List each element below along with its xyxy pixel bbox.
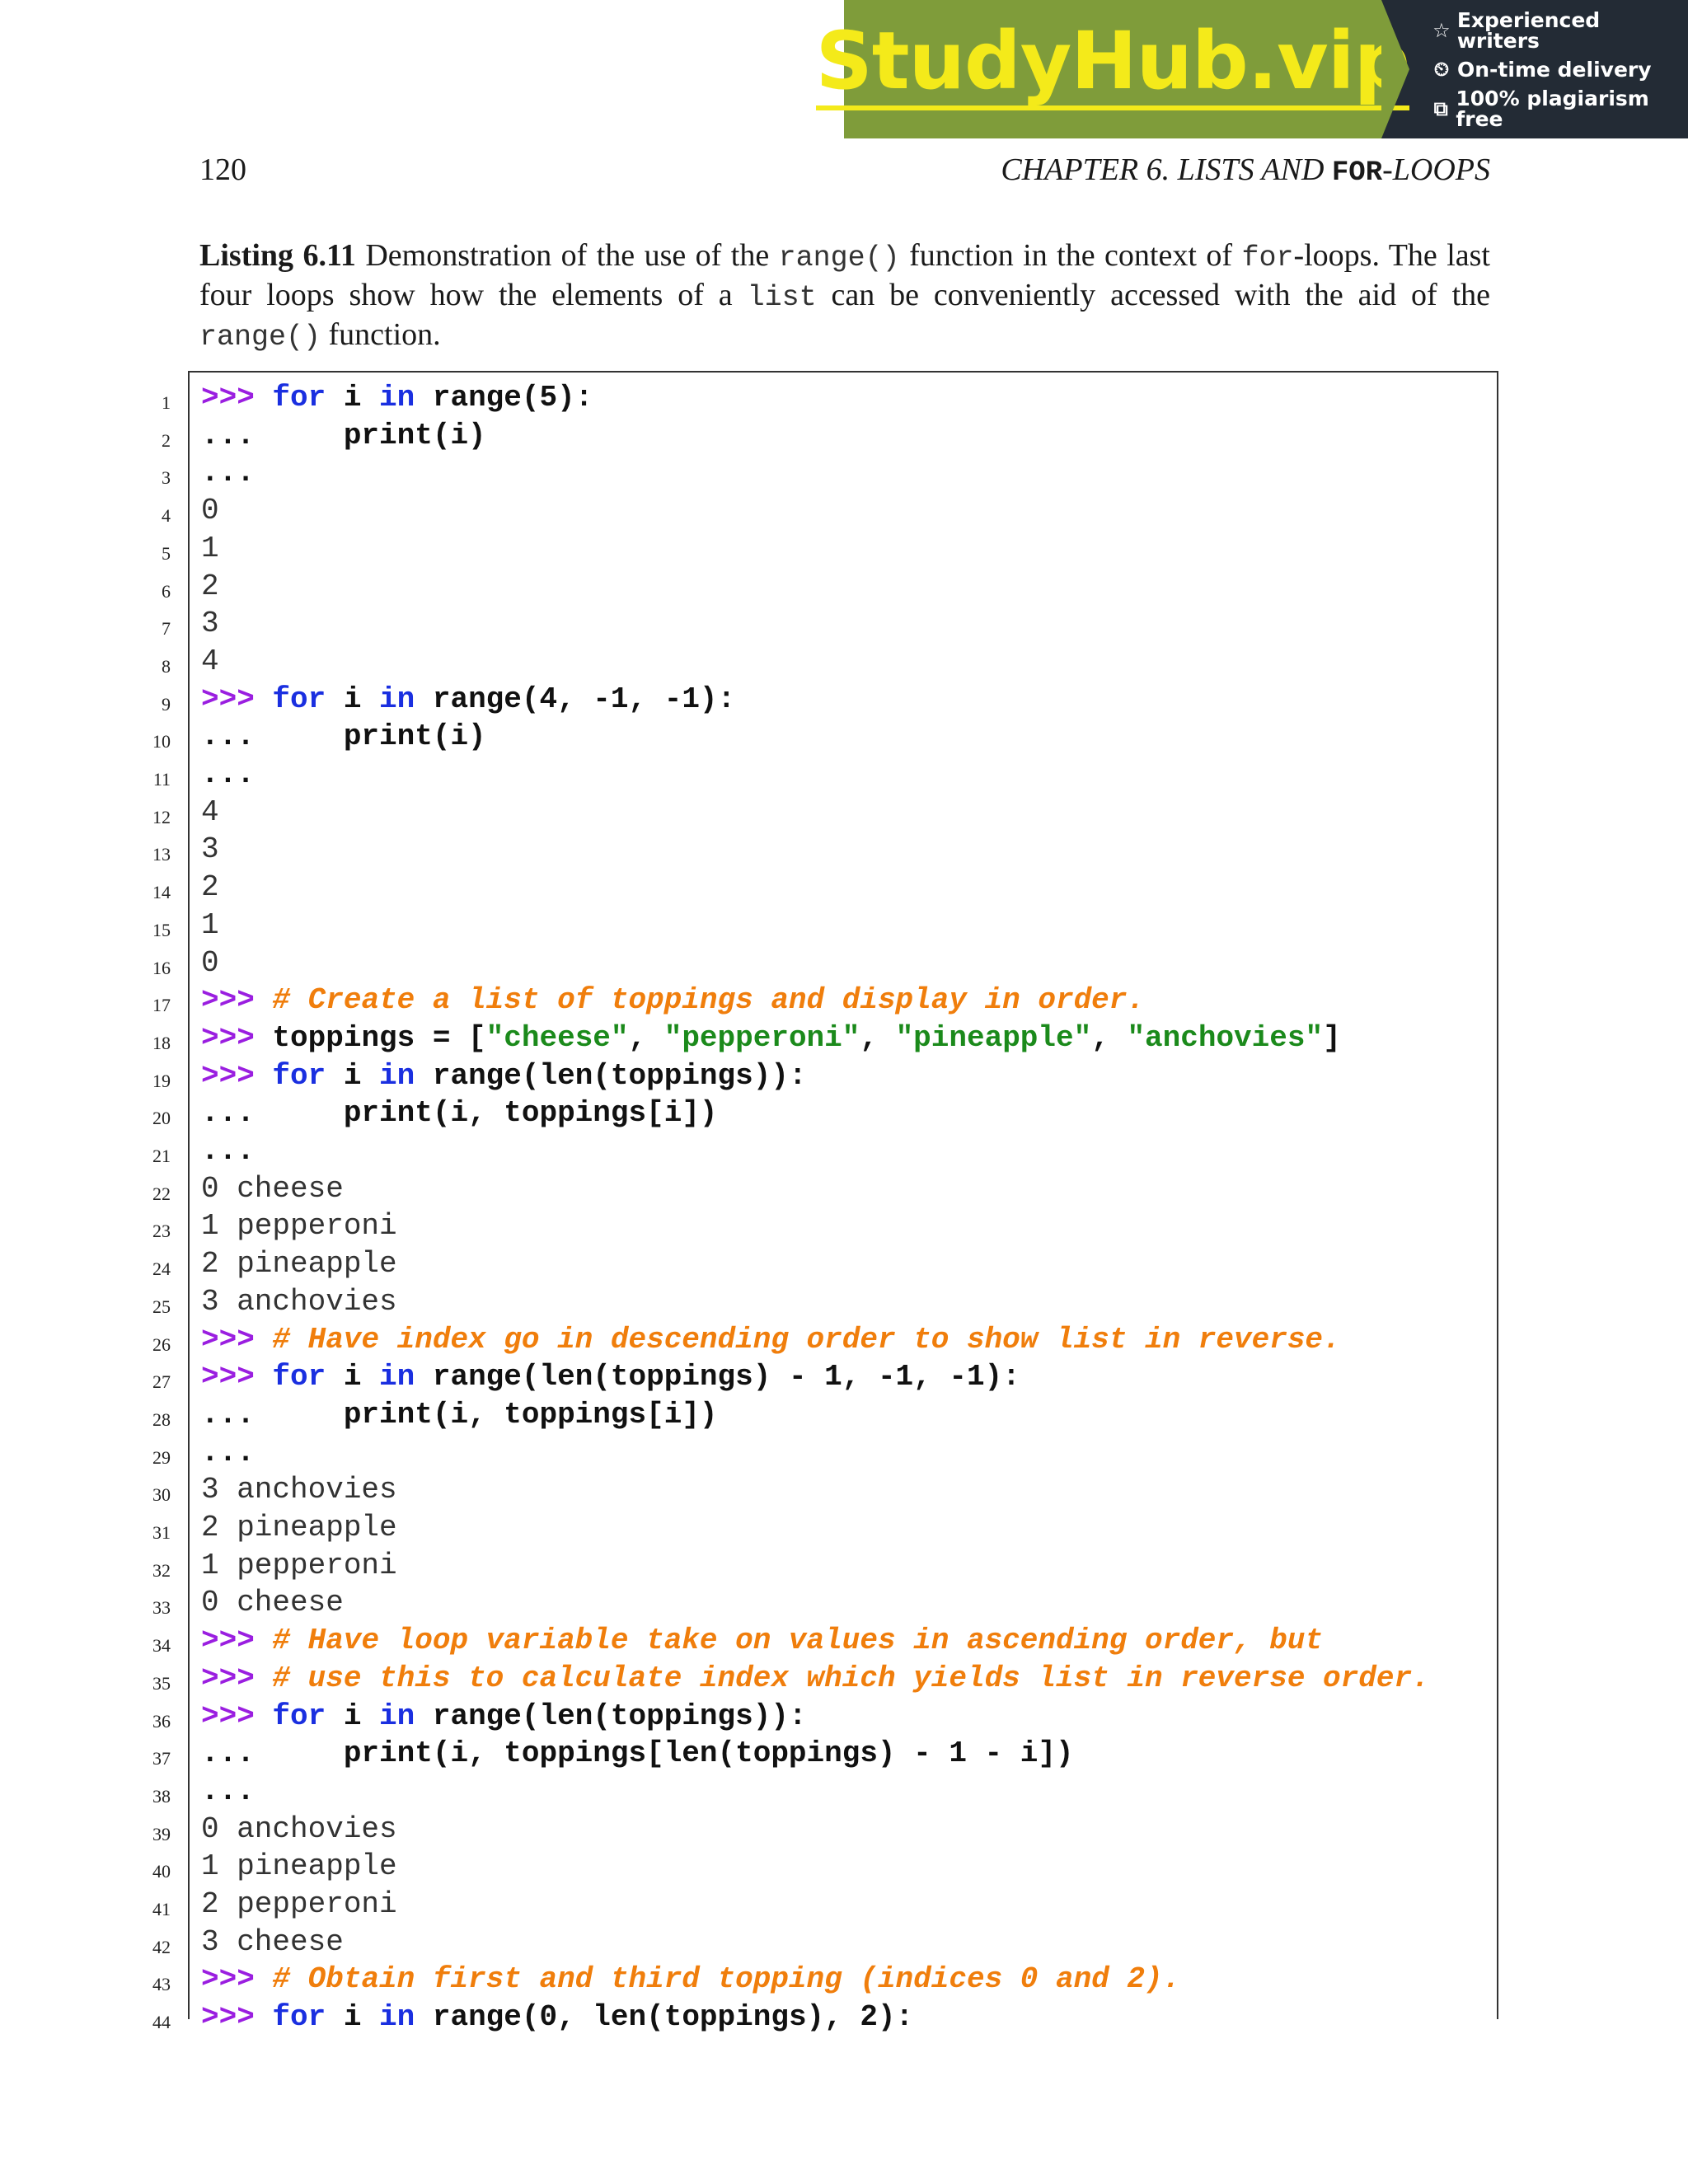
token-out: 1 pepperoni — [201, 1548, 397, 1582]
chapter-prefix: CHAPTER 6. LISTS AND — [1001, 152, 1332, 187]
code-content — [201, 1887, 397, 1921]
line-number: 30 — [152, 1484, 171, 1506]
token-code: ... print(i) — [201, 719, 486, 754]
code-line — [152, 1547, 1497, 1584]
token-out: 3 cheese — [201, 1924, 344, 1959]
inline-code: list — [747, 281, 817, 314]
token-code: range(len(toppings)): — [415, 1058, 807, 1093]
token-code: , — [628, 1020, 664, 1055]
code-content — [201, 1285, 397, 1319]
code-line — [152, 1886, 1497, 1923]
code-content — [201, 1473, 397, 1507]
line-number: 41 — [152, 1899, 171, 1919]
banner-arrow-shape — [1381, 0, 1409, 138]
line-number: 3 — [162, 467, 171, 489]
token-code: ... print(i, toppings[i]) — [201, 1096, 718, 1131]
token-code: ... — [201, 1134, 255, 1168]
code-content — [201, 607, 219, 640]
code-content — [201, 1323, 1341, 1357]
line-number: 38 — [152, 1785, 171, 1807]
code-line — [152, 1283, 1497, 1320]
line-number: 15 — [152, 919, 171, 940]
line-number: 19 — [152, 1070, 171, 1091]
code-content — [201, 795, 219, 829]
code-content — [201, 1661, 1430, 1695]
token-out: 4 — [201, 794, 219, 829]
token-out: 1 — [201, 907, 219, 942]
code-line — [152, 718, 1497, 755]
code-content — [201, 1247, 397, 1281]
token-out: 4 — [201, 644, 219, 678]
caption-text: function. — [321, 317, 441, 352]
token-str: "pepperoni" — [663, 1020, 860, 1055]
token-code: toppings = [ — [272, 1020, 486, 1055]
token-out: 1 pineapple — [201, 1849, 397, 1884]
code-content — [201, 1586, 344, 1619]
code-line — [152, 1207, 1497, 1244]
code-content — [201, 983, 1145, 1017]
line-number: 34 — [152, 1635, 171, 1657]
line-number: 37 — [152, 1748, 171, 1769]
code-content — [201, 908, 219, 942]
token-prompt: >>> — [201, 1322, 273, 1357]
token-prompt: >>> — [201, 1962, 273, 1997]
token-kw: in — [379, 2000, 415, 2035]
code-content — [201, 456, 255, 490]
listing-label: Listing 6.11 — [199, 238, 356, 273]
code-line — [152, 1622, 1497, 1659]
code-line — [152, 1999, 1497, 2036]
token-str: "anchovies" — [1127, 1020, 1324, 1055]
code-line — [152, 1057, 1497, 1094]
token-comment: # Have index go in descending order to show list in reverse. — [272, 1322, 1341, 1357]
token-code: i — [326, 682, 380, 716]
listing-caption — [199, 237, 1490, 356]
caption-text: -loops. The last four loops show how the elements of a — [199, 238, 1490, 312]
code-line — [152, 1471, 1497, 1508]
code-line — [162, 379, 1497, 416]
page-number: 120 — [199, 152, 246, 187]
code-content — [201, 1962, 1180, 1996]
line-number: 25 — [152, 1296, 171, 1317]
code-line — [152, 1358, 1497, 1395]
line-number: 20 — [152, 1108, 171, 1129]
token-out: 1 — [201, 531, 219, 565]
caption-text: can be conveniently accessed with the aid of the — [816, 278, 1490, 312]
line-number: 11 — [152, 769, 171, 790]
code-line — [152, 831, 1497, 868]
code-content — [201, 1209, 397, 1243]
line-number: 14 — [152, 882, 171, 903]
line-number: 16 — [152, 957, 171, 978]
code-line — [152, 1019, 1497, 1057]
feature-item — [1431, 7, 1688, 53]
token-kw: for — [272, 682, 326, 716]
line-number: 27 — [152, 1371, 171, 1393]
line-number: 36 — [152, 1710, 171, 1732]
token-prompt: >>> — [201, 1058, 273, 1093]
code-content — [201, 1134, 255, 1168]
token-prompt: >>> — [201, 983, 273, 1018]
token-code: i — [326, 1058, 380, 1093]
code-line — [162, 454, 1497, 491]
chapter-suffix: -LOOPS — [1382, 152, 1490, 187]
feature-text: On-time delivery — [1457, 57, 1652, 82]
code-content — [201, 1398, 718, 1432]
code-line — [152, 1735, 1497, 1772]
code-line — [152, 1321, 1497, 1358]
line-number: 43 — [152, 1974, 171, 1995]
line-number: 33 — [152, 1597, 171, 1619]
code-content — [201, 1172, 344, 1206]
token-kw: for — [272, 1360, 326, 1394]
token-out: 0 cheese — [201, 1586, 344, 1620]
code-line — [152, 1773, 1497, 1810]
running-head — [1001, 152, 1490, 189]
code-line — [152, 1245, 1497, 1282]
code-line — [152, 907, 1497, 944]
code-content — [201, 719, 486, 753]
code-content — [201, 2000, 913, 2034]
caption-text: Demonstration of the use of the — [365, 238, 779, 273]
code-line — [152, 794, 1497, 831]
code-content — [201, 1624, 1323, 1657]
line-number: 10 — [152, 731, 171, 752]
code-line — [162, 492, 1497, 529]
token-kw: in — [379, 1058, 415, 1093]
code-line — [162, 643, 1497, 680]
code-line — [152, 982, 1497, 1019]
code-line — [152, 1509, 1497, 1546]
line-number: 31 — [152, 1522, 171, 1543]
line-number: 35 — [152, 1672, 171, 1694]
token-out: 3 anchovies — [201, 1284, 397, 1319]
line-number: 9 — [162, 693, 171, 715]
token-code: ... print(i) — [201, 418, 486, 452]
token-comment: # Have loop variable take on values in ascending order, but — [272, 1624, 1324, 1658]
line-number: 29 — [152, 1446, 171, 1468]
line-number: 2 — [162, 429, 171, 451]
token-out: 2 — [201, 870, 219, 905]
token-prompt: >>> — [201, 1699, 273, 1733]
token-out: 3 — [201, 832, 219, 867]
code-content — [201, 682, 735, 716]
line-number: 40 — [152, 1861, 171, 1882]
token-code: , — [860, 1020, 896, 1055]
line-number: 32 — [152, 1559, 171, 1581]
code-line — [152, 1698, 1497, 1735]
line-number: 1 — [162, 392, 171, 413]
token-prompt: >>> — [201, 682, 273, 716]
token-code: range(len(toppings) - 1, -1, -1): — [415, 1360, 1020, 1394]
code-content — [201, 1699, 807, 1733]
token-kw: in — [379, 682, 415, 716]
inline-code: range() — [199, 321, 321, 354]
token-out: 3 — [201, 607, 219, 641]
code-line — [152, 756, 1497, 793]
line-number: 39 — [152, 1823, 171, 1844]
code-content — [201, 832, 219, 866]
token-prompt: >>> — [201, 381, 273, 415]
code-content — [201, 1360, 1020, 1394]
token-comment: # Create a list of toppings and display in order. — [272, 983, 1145, 1018]
feature-list — [1381, 0, 1688, 138]
line-number: 17 — [152, 995, 171, 1016]
token-comment: # use this to calculate index which yields list in reverse order. — [272, 1661, 1430, 1695]
token-prompt: >>> — [201, 1661, 273, 1695]
token-prompt: >>> — [201, 1360, 273, 1394]
token-code: ... print(i, toppings[len(toppings) - 1 - i]) — [201, 1736, 1074, 1771]
token-out: 2 pepperoni — [201, 1887, 397, 1921]
feature-text: Experienced writers — [1456, 7, 1601, 53]
code-line — [162, 681, 1497, 718]
token-code: ... — [201, 1774, 255, 1808]
code-content — [201, 1021, 1341, 1055]
code-content — [201, 757, 255, 791]
line-number: 26 — [152, 1333, 171, 1355]
token-code: range(5): — [415, 381, 593, 415]
line-number: 18 — [152, 1032, 171, 1053]
token-code: ... print(i, toppings[i]) — [201, 1397, 718, 1432]
token-out: 2 pineapple — [201, 1511, 397, 1544]
token-comment: # Obtain first and third topping (indices 0 and 2). — [272, 1962, 1181, 1997]
chapter-keyword: FOR — [1331, 157, 1383, 189]
token-out: 3 anchovies — [201, 1473, 397, 1507]
code-line — [152, 944, 1497, 982]
code-line — [152, 1434, 1497, 1471]
token-str: "cheese" — [485, 1020, 629, 1055]
caption-text: function in the context of — [899, 238, 1242, 273]
token-code: range(0, len(toppings), 2): — [415, 2000, 914, 2035]
line-number: 44 — [152, 2012, 171, 2033]
code-content — [201, 1812, 397, 1846]
line-number: 5 — [162, 542, 171, 564]
line-number: 12 — [152, 806, 171, 827]
line-number: 24 — [152, 1258, 171, 1280]
line-number: 28 — [152, 1408, 171, 1430]
code-content — [201, 569, 219, 603]
token-out: 0 cheese — [201, 1171, 344, 1206]
token-str: "pineapple" — [895, 1020, 1092, 1055]
line-number: 8 — [162, 655, 171, 677]
code-content — [201, 381, 593, 415]
token-kw: in — [379, 381, 415, 415]
code-content — [201, 946, 219, 980]
line-number: 6 — [162, 580, 171, 602]
token-out: 1 pepperoni — [201, 1209, 397, 1244]
code-line — [152, 1660, 1497, 1697]
line-number: 22 — [152, 1183, 171, 1204]
code-content — [201, 419, 486, 452]
token-code: , — [1091, 1020, 1128, 1055]
token-out: 2 pineapple — [201, 1247, 397, 1282]
feature-item — [1431, 88, 1688, 129]
code-listing — [152, 371, 1498, 2035]
token-code: ] — [1323, 1020, 1341, 1055]
token-kw: for — [272, 381, 326, 415]
code-content — [201, 1849, 397, 1883]
code-content — [201, 1925, 344, 1959]
feature-item — [1431, 59, 1688, 80]
code-content — [201, 644, 219, 678]
token-code: range(len(toppings)): — [415, 1699, 807, 1733]
line-number: 23 — [152, 1221, 171, 1242]
code-line — [152, 1396, 1497, 1433]
code-line — [152, 869, 1497, 906]
star-icon: ☆ — [1432, 18, 1451, 42]
token-code: ... — [201, 456, 255, 490]
ad-banner[interactable] — [815, 0, 1688, 138]
token-out: 0 anchovies — [201, 1811, 397, 1846]
code-line — [162, 530, 1497, 567]
code-line — [162, 417, 1497, 454]
token-out: 0 — [201, 494, 219, 528]
brand-panel[interactable] — [815, 0, 1410, 138]
token-kw: in — [379, 1699, 415, 1733]
clock-icon: ⏲ — [1433, 58, 1450, 81]
code-line — [152, 1584, 1497, 1621]
code-line — [152, 1132, 1497, 1169]
code-line — [162, 568, 1497, 605]
code-content — [201, 1736, 1074, 1770]
code-content — [201, 1436, 255, 1469]
token-prompt: >>> — [201, 1020, 273, 1055]
token-out: 2 — [201, 569, 219, 603]
token-kw: for — [272, 1699, 326, 1733]
line-number: 42 — [152, 1936, 171, 1957]
token-out: 0 — [201, 945, 219, 980]
token-kw: for — [272, 1058, 326, 1093]
token-code: i — [326, 1699, 380, 1733]
token-code: ... — [201, 1435, 255, 1469]
brand-logo[interactable]: StudyHub.vip — [816, 21, 1410, 110]
code-line — [152, 1811, 1497, 1848]
code-content — [201, 1774, 255, 1808]
token-prompt: >>> — [201, 2000, 273, 2035]
code-line — [152, 1094, 1497, 1132]
token-kw: for — [272, 2000, 326, 2035]
code-line — [152, 1961, 1497, 1998]
line-number: 4 — [162, 505, 171, 527]
line-number: 7 — [162, 618, 171, 640]
token-prompt: >>> — [201, 1624, 273, 1658]
inline-code: for — [1241, 241, 1294, 274]
token-code: i — [326, 1360, 380, 1394]
code-content — [201, 494, 219, 527]
feature-text: 100% plagiarism free — [1456, 86, 1649, 131]
token-kw: in — [379, 1360, 415, 1394]
code-content — [201, 1096, 718, 1130]
token-code: i — [326, 381, 380, 415]
code-line — [162, 605, 1497, 642]
code-content — [201, 870, 219, 904]
inline-code: range() — [778, 241, 900, 274]
code-content — [201, 1059, 807, 1093]
code-content — [201, 1549, 397, 1582]
token-code: i — [326, 2000, 380, 2035]
line-number: 21 — [152, 1146, 171, 1166]
code-content — [201, 532, 219, 565]
line-number: 13 — [152, 844, 171, 865]
token-code: ... — [201, 757, 255, 791]
code-line — [152, 1924, 1497, 1961]
code-line — [152, 1170, 1497, 1207]
token-code: range(4, -1, -1): — [415, 682, 736, 716]
code-content — [201, 1511, 397, 1544]
copy-icon: ⧉ — [1433, 96, 1448, 120]
code-line — [152, 1848, 1497, 1885]
